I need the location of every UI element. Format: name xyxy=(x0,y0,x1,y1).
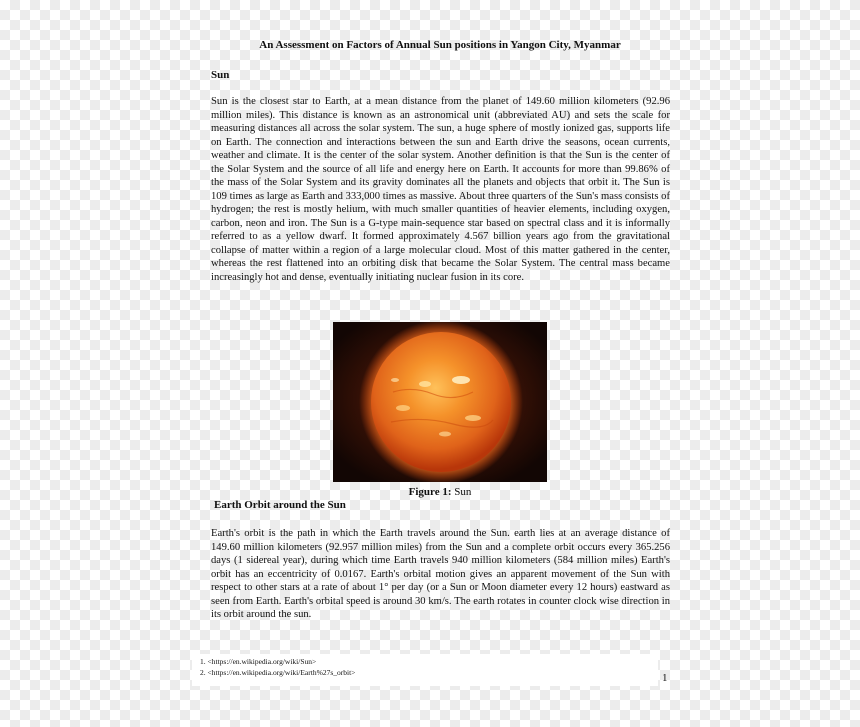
section-heading-sun: Sun xyxy=(211,69,230,81)
section-body-earth-orbit: Earth's orbit is the path in which the Earth travels around the Sun. earth lies at an average distance of 149.60 million kilometers (92.957 million miles) from the Sun and a complete orbit occurs every 365.256 days (1 sidereal year), during which time Earth travels 940 million kilometers (584 million miles) Earth's orbit has an eccentricity of 0.0167. Earth's orbital motion gives an apparent movement of the Sun with respect to other stars at a rate of about 1° per day (or a Sun or Moon diameter every 12 hours) eastward as seen from Earth. Earth's orbital speed is around 30 km/s. The earth rotates in counter clock wise direction in its orbit around the sun. xyxy=(211,528,670,620)
sun-photo xyxy=(333,322,547,482)
footnote-2: 2. <https://en.wikipedia.org/wiki/Earth%27s_orbit> xyxy=(200,668,356,677)
figure-caption-text: Sun xyxy=(454,486,472,498)
figure-label: Figure 1: xyxy=(408,486,452,498)
document-title: An Assessment on Factors of Annual Sun positions in Yangon City, Myanmar xyxy=(259,39,621,51)
footnotes xyxy=(192,654,658,686)
section-heading-earth-orbit: Earth Orbit around the Sun xyxy=(214,499,346,511)
page-number: 1 xyxy=(662,672,668,684)
section-body-sun: Sun is the closest star to Earth, at a mean distance from the planet of 149.60 million kilometers (92.96 million miles). This distance is known as an astronomical unit (abbreviated AU) and sets the scale for measuring distances all across the solar system. The sun, a huge sphere of mostly ionized gas, supports life on Earth. The connection and interactions between the sun and Earth drive the seasons, ocean currents, weather and climate. It is the center of the solar system. Another definition is that the Sun is the center of the Solar System and the source of all life and energy here on Earth. It accounts for more than 99.86% of the mass of the Solar System and its gravity dominates all the planets and objects that orbit it. The Sun is 109 times as large as Earth and 333,000 times as massive. About three quarters of the Sun's mass consists of hydrogen; the rest is mostly helium, with much smaller quantities of heavier elements, including oxygen, carbon, neon and iron. The Sun is a G-type main-sequence star based on spectral class and it is informally referred to as a yellow dwarf. It formed approximately 4.567 billion years ago from the gravitational collapse of matter within a region of a large molecular cloud. Most of this matter gathered in the center, whereas the rest flattened into an orbiting disk that became the Solar System. The central mass became increasingly hot and dense, eventually initiating nuclear fusion in its core. xyxy=(211,96,670,283)
footnote-1: 1. <https://en.wikipedia.org/wiki/Sun> xyxy=(200,657,317,666)
figure-caption xyxy=(340,486,540,498)
